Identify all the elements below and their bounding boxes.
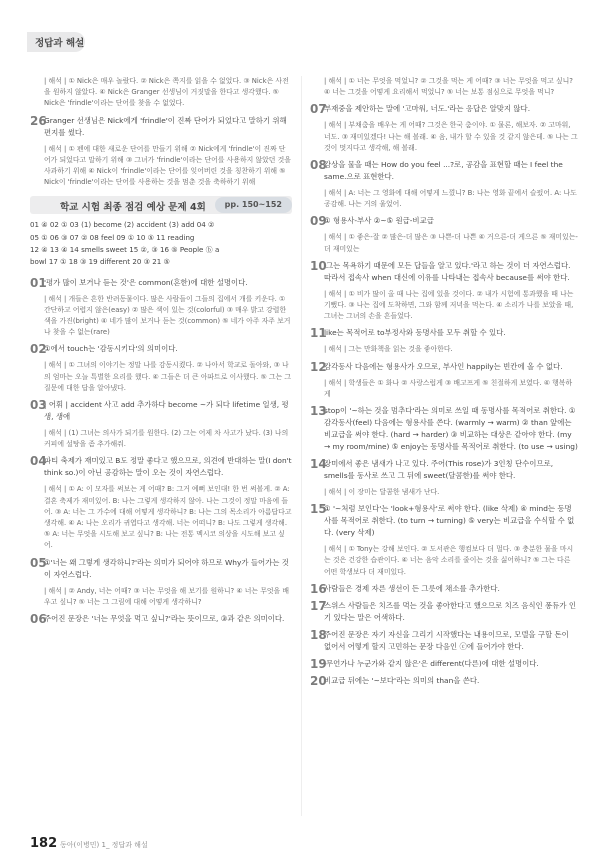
list-item (310, 658, 578, 670)
explanation: | 해석 | 부채춤을 배우는 게 어때? 그것은 한국 춤이야. ① 물론, 해보자. ② 고마워, 너도. ③ 재미있겠다! 나는 해 볼래. ④ 음, 내가 할 수 있을 것 같지 않은데. ⑤ 나는 그것이 멋지다고 생각해, 해 볼래. (324, 121, 578, 152)
list-item (30, 277, 292, 289)
question-number: 19 (310, 656, 327, 671)
header-tab (27, 32, 85, 52)
list-item (30, 586, 292, 608)
list-item (30, 613, 292, 625)
page-header (0, 0, 595, 56)
question-number: 05 (30, 555, 47, 570)
question-number: 01 (30, 275, 47, 290)
list-item (310, 344, 578, 355)
question-number: 10 (310, 258, 327, 273)
list-item (310, 260, 578, 284)
list-item (310, 503, 578, 539)
question-text: ①에서 touch는 '감동시키다'의 의미이다. (44, 344, 178, 354)
question-number: 14 (310, 457, 327, 472)
list-item (30, 144, 292, 189)
question-text: 사람들은 경제 자른 생선이 든 그릇에 채소를 추가한다. (324, 583, 500, 593)
question-number: 08 (310, 158, 327, 173)
question-text: ① 형용사-부사 ②~⑤ 원급-비교급 (324, 216, 434, 226)
question-number: 12 (310, 359, 327, 374)
question-text: | 어휘 | accident 사고 add 추가하다 become ~가 되다 lifetime 일생, 평생, 생애 (44, 400, 289, 422)
explanation: | 해석 | ① 그녀의 이야기는 정말 나를 감동시켰다. ② 나아서 학교로 돌아와, ③ 나의 엄마는 오늘 특별한 요리를 했다. ④ 그들은 더 큰 아파트로 이사했다. ⑤ 그는 그 질문에 대한 답을 알아냈다. (44, 361, 292, 392)
list-item (310, 76, 578, 98)
explanation: | 해석 | ① Nick은 매우 놀랐다. ② Nick은 쪽지를 읽을 수 없었다. ③ Nick은 사전을 원하지 않았다. ④ Nick은 Granger 선생님이 거짓말을 한다고 생각했다. ⑤ Nick은 'frindle'이라는 단어를 찾을 수 없었다. (44, 77, 289, 108)
left-pre (30, 76, 292, 188)
question-number: 26 (30, 113, 47, 128)
right-column (310, 76, 578, 692)
page-footer (0, 832, 595, 862)
section-title: 학교 시험 최종 점검 예상 문제 4회 (60, 202, 206, 214)
question-text: '평가 많이 보거나 듣는 것'은 common(흔한)에 대한 설명이다. (44, 277, 248, 287)
section-pages-badge: pp. 150~152 (215, 197, 292, 213)
list-item (30, 557, 292, 581)
list-item (30, 484, 292, 551)
explanation: | 해석 | ② Andy, 너는 어때? ③ 너는 무엇을 해 보기를 원하니? ④ 너는 무엇을 배우고 싶니? ⑤ 너는 그 그림에 대해 어떻게 생각하니? (44, 586, 290, 606)
question-text: 주어진 문장은 자기 자신을 그리기 시작했다는 내용이므로, 모델을 구할 돈이 없어서 어떻게 할지 고민하는 문장 다음인 ⓒ에 들어가야 한다. (324, 629, 569, 651)
list-item (310, 289, 578, 323)
explanation: | 해석 | ① A: 이 모자를 써보는 게 어때? B: 그거 예뻐 보인대! 한 번 써볼게. ② A: 결혼 축제가 재미있어. B: 나는 그렇게 생각하지 않아. 나는 그것이 정말 마음에 들어. ③ A: 너는 그 가수에 대해 어떻게 생각하니? B: 나는 그의 목소리가 아름답다고 생각해. ④ A: 나는 오리가 귀엽다고 생각해. 너는 어떠니? B: 나도 그렇게 생각해. ⑤ A: 너는 무엇을 시도해 보고 싶니? B: 나는 전통 멕시코 의상을 시도해 보고 싶어. (44, 485, 292, 550)
list-item (30, 294, 292, 339)
list-item (310, 544, 578, 578)
list-item (30, 115, 292, 139)
list-item (310, 458, 578, 482)
question-text: 주어진 문장은 '너는 무엇을 먹고 싶니?'라는 뜻이므로, ③과 같은 의미이다. (44, 614, 285, 624)
list-item (310, 378, 578, 400)
left-column (30, 76, 292, 630)
question-number: 11 (310, 326, 327, 341)
list-item (310, 327, 578, 339)
list-item (310, 583, 578, 595)
question-text: 파티 축제가 재미있고 B도 정말 좋다고 했으므로, 의견에 반대하는 말(I don't think so.)이 아닌 공감하는 말이 오는 것이 자연스럽다. (44, 456, 292, 478)
column-divider (301, 76, 302, 816)
question-number: 17 (310, 598, 327, 613)
answer-key-row: 05 ① 06 ③ 07 ② 08 feel 09 ① 10 ⑤ 11 reading (30, 232, 195, 242)
explanation: | 해석 | 학생들은 ① 화나 ② 사랑스럽게 ③ 배고프게 ⑤ 친절하게 보였다. ④ 행복하게 (324, 378, 573, 398)
question-number: 07 (310, 102, 327, 117)
explanation: | 해석 | 그는 만화책을 읽는 것을 좋아한다. (324, 345, 453, 354)
list-item (310, 215, 578, 227)
list-item (310, 405, 578, 453)
explanation: | 해석 | ① Tony는 강해 보인다. ② 도서관은 행컴보다 더 멀다. ③ 충분한 물을 마시는 것은 건강한 습관이다. ④ 너는 음악 소리를 줄이는 것을 싫어하니? ⑤ 그는 다른 어떤 학생보다 더 재미있다. (324, 545, 574, 576)
list-item (310, 188, 578, 210)
question-text: 스위스 사람들은 치즈를 먹는 것을 좋아한다고 했으므로 치즈 음식인 퐁듀가 인기 있다는 말은 어색하다. (324, 600, 576, 622)
question-text: Granger 선생님은 Nick에게 'frindle'이 진짜 단어가 되었다고 말하기 위해 편지를 썼다. (44, 115, 287, 137)
question-number: 16 (310, 581, 327, 596)
footer-title: 동아(이병민) 1_ 정답과 해설 (60, 841, 148, 849)
header-title: 정답과 해설 (35, 38, 85, 49)
explanation: | 해석 | 이 장미는 달콤한 냄새가 난다. (324, 488, 440, 497)
section-header (30, 196, 292, 214)
explanation: | 해석 | ① 좋은-잘 ② 많은-더 많은 ③ 나쁜-더 나쁜 ④ 거으른-더 게으른 ⑤ 재미있는-더 재미있는 (324, 233, 578, 253)
left-items (30, 277, 292, 625)
list-item (310, 487, 578, 498)
answer-key-row: 12 ④ 13 ④ 14 smells sweet 15 ②, ③ 16 ⑤ People ⓑ a (30, 245, 220, 255)
list-item (30, 76, 292, 110)
question-text: '그는 목욕하기 때문에 모든 답들을 알고 있다.'라고 하는 것이 더 자연스럽다. 따라서 접속사 when 대신에 이유를 나타내는 접속사 because를 써야 한다. (324, 260, 571, 282)
list-item (310, 600, 578, 624)
question-number: 15 (310, 502, 327, 517)
list-item (310, 675, 578, 687)
list-item (30, 360, 292, 394)
list-item (30, 343, 292, 355)
question-text: 감각동사 다음에는 형용사가 오므로, 부사인 happily는 빈칸에 올 수 없다. (324, 361, 563, 371)
question-number: 20 (310, 673, 327, 688)
list-item (310, 232, 578, 254)
answer-key (30, 219, 292, 268)
explanation: | 해석 | ① 비가 많이 올 때 나는 집에 있을 것이다. ② 내가 시험에 통과했을 때 나는 기뻤다. ③ 나는 집에 도착하면, 그와 함께 저녁을 먹는다. ④ 소리가 나를 보았을 때, 그녀는 그녀의 손을 흔들었다. (324, 289, 574, 321)
question-number: 03 (30, 398, 47, 413)
question-text: 감상을 물을 때는 How do you feel ...?로, 공감을 표현할 때는 I feel the same.으로 표현한다. (324, 160, 563, 182)
question-number: 13 (310, 404, 327, 419)
question-number: 18 (310, 627, 327, 642)
list-item (310, 159, 578, 183)
question-number: 06 (30, 612, 47, 627)
question-text: 장미에서 좋은 냄새가 나고 있다. 주어(This rose)가 3인칭 단수이므로, smells를 동사로 쓰고 그 뒤에 sweet(달콤한)를 써야 한다. (324, 459, 554, 481)
question-text: ① '~처럼 보인다'는 'look+형용사'로 써야 한다. (like 삭제) ④ mind는 동명사를 목적어로 취한다. (to turn → turning) ⑤ very는 비교급을 수식할 수 없다. (very 삭제) (324, 504, 575, 538)
question-text: like는 목적어로 to부정사와 동명사를 모두 취할 수 있다. (324, 328, 506, 338)
question-text: 부재중을 제안하는 말에 '고마워, 너도.'라는 응답은 알맞지 않다. (324, 104, 531, 114)
question-text: ①'너는 왜 그렇게 생각하니?'라는 의미가 되어야 하므로 Why가 들어가는 것이 자연스럽다. (44, 557, 289, 579)
answer-key-row: 01 ④ 02 ① 03 (1) become (2) accident (3) add 04 ② (30, 220, 215, 230)
list-item (310, 361, 578, 373)
question-text: '무언가나 누군가와 같지 않은'은 different(다른)에 대한 설명이다. (324, 658, 539, 668)
page-number: 182 (30, 836, 58, 851)
section-bar (30, 196, 292, 214)
explanation: | 해석 | 개들은 흔한 반려동물이다. 많은 사람들이 그들의 집에서 개를 키운다. ① 간단하고 어렵지 않은(easy) ② 많은 색이 있는 것(colorful) ③ 매우 밝고 강렬한 색을 가진(bright) ④ 네가 많이 보거나 듣는 것(common) ⑤ 네가 아주 자주 보거나 찾을 수 없는(rare) (44, 294, 291, 337)
list-item (30, 428, 292, 450)
explanation: | 해석 | A: 너는 그 영화에 대해 어떻게 느꼈니? B: 나는 영화 끝에서 슬펐어. A: 나도 공감해. 나는 거의 울었어. (324, 189, 577, 209)
explanation: | 해석 | ① 펜에 대한 새로운 단어를 만들기 위해 ② Nick에게 'frindle'이 진짜 단어가 되었다고 말하기 위해 ③ 그녀가 'frindle'이라는 단어를 사용하지 않았던 것을 사과하기 위해 ④ Nick이 'frindle'이라는 단어를 잊어버린 것을 칭찬하기 위해 ⑤ Nick이 'frindle'이라는 단어를 사용하는 것을 멈춘 것을 축하하기 위해 (44, 144, 291, 187)
question-text: 비교급 뒤에는 '~보다'라는 의미의 than을 쓴다. (324, 675, 480, 685)
list-item (310, 120, 578, 154)
explanation: | 해석 | (1) 그녀는 의사가 되기를 원한다. (2) 그는 어제 차 사고가 났다. (3) 나의 커피에 설탕을 좀 추가해줘. (44, 429, 289, 449)
question-text: stop이 '~하는 것을 멈추다'라는 의미로 쓰일 때 동명사를 목적어로 취한다. ① 감각동사(feel) 다음에는 형용사를 쓴다. (warmly → warm) ② than 앞에는 비교급을 써야 한다. (hard → harder) ③ 비교하는 대상은 같아야 한다. (my → my room/mine) ⑤ enjoy는 동명사를 목적어로 취한다. (to use → using) (324, 406, 578, 452)
list-item (30, 399, 292, 423)
question-number: 09 (310, 214, 327, 229)
list-item (310, 629, 578, 653)
explanation: | 해석 | ① 너는 무엇을 먹었니? ② 그것을 먹는 게 어때? ③ 너는 무엇을 먹고 싶니? ④ 너는 그것을 어떻게 요리해서 먹었니? ⑤ 너는 보통 점심으로 무엇을 먹니? (324, 77, 573, 97)
question-number: 04 (30, 454, 47, 469)
list-item (310, 103, 578, 115)
answer-key-row: bowl 17 ① 18 ③ 19 different 20 ③ 21 ⑤ (30, 257, 170, 267)
list-item (30, 455, 292, 479)
right-items (310, 76, 578, 687)
question-number: 02 (30, 342, 47, 357)
